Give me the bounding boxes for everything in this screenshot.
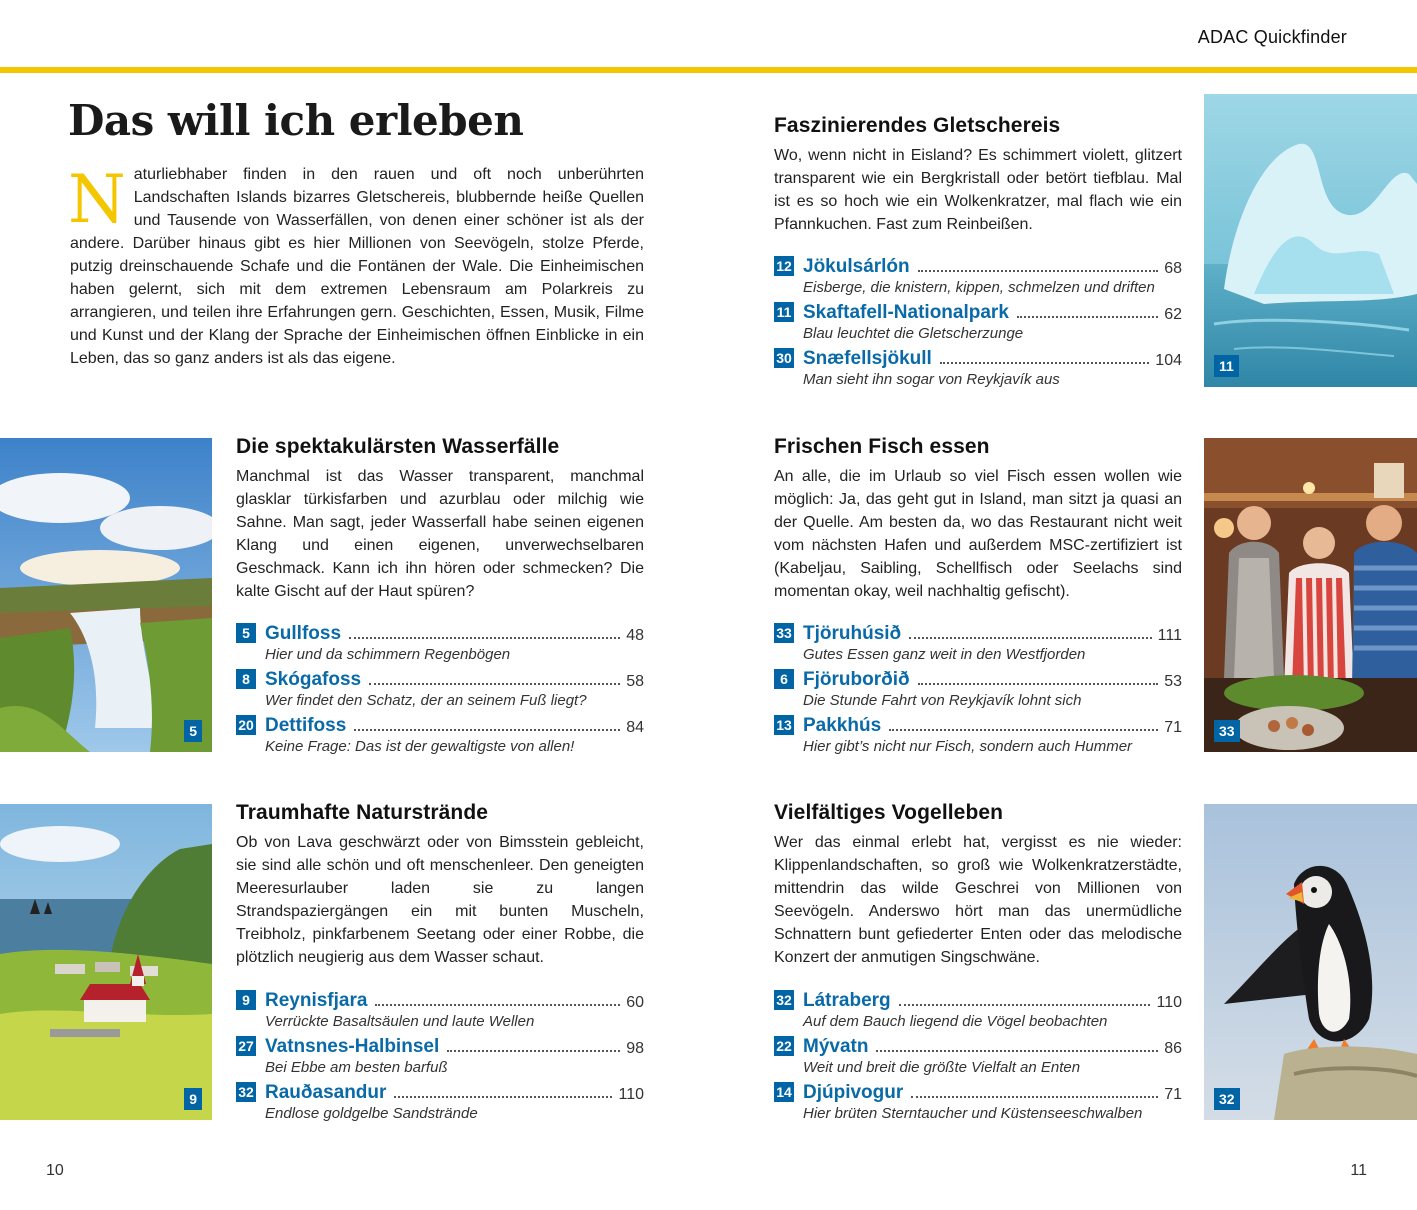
leader-dots: [918, 683, 1159, 685]
list-item[interactable]: [774, 1034, 1182, 1080]
entry-subtitle: Weit und breit die größte Vielfalt an Enten: [803, 1059, 1081, 1076]
entry-link[interactable]: Rauðasandur: [265, 1082, 387, 1103]
number-badge: 20: [236, 715, 256, 735]
page-ref: 84: [626, 719, 644, 736]
number-badge: 9: [236, 990, 256, 1010]
list-item[interactable]: [236, 1034, 644, 1080]
section-fisch: [774, 435, 1182, 603]
number-badge: 22: [774, 1036, 794, 1056]
photo-restaurant: [1204, 438, 1417, 752]
entry-subtitle: Keine Frage: Das ist der gewaltigste von allen!: [265, 738, 575, 755]
entry-link[interactable]: Vatnsnes-Halbinsel: [265, 1036, 440, 1057]
list-item[interactable]: [236, 621, 644, 667]
entry-subtitle: Die Stunde Fahrt von Reykjavík lohnt sich: [803, 692, 1082, 709]
leader-dots: [899, 1004, 1151, 1006]
leader-dots: [911, 1096, 1158, 1098]
photo-puffin: [1204, 804, 1417, 1120]
entries-gletschereis: [774, 254, 1182, 392]
list-item[interactable]: [774, 667, 1182, 713]
entry-link[interactable]: Gullfoss: [265, 623, 342, 644]
leader-dots: [375, 1004, 620, 1006]
entry-link[interactable]: Skaftafell-Nationalpark: [803, 302, 1009, 323]
entry-link[interactable]: Tjöruhúsið: [803, 623, 902, 644]
number-badge: 30: [774, 348, 794, 368]
entry-subtitle: Bei Ebbe am besten barfuß: [265, 1059, 448, 1076]
entry-link[interactable]: Látraberg: [803, 990, 891, 1011]
photo-beach-village: [0, 804, 212, 1120]
section-gletschereis: [774, 114, 1182, 236]
intro-text: aturliebhaber finden in den rauen und oft noch unberührten Landschaften Islands bizarres Gletschereis, blubbernde heiße Quellen und Tausende von Wasserfällen, von denen einer schöner ist als der andere. Darüber hinaus gibt es hier Millionen von Seevögeln, stolze Pferde, putzig dreinschauende Schafe und die Fontänen der Wale. Die Einheimischen haben gelernt, sich mit dem extremen Lebensraum am Polarkreis zu arrangieren, und teilen ihre Erfahrungen gern. Geschichten, Essen, Musik, Filme und Kunst und der Klang der Sprache der Einheimischen öffnen Einblicke in ein Leben, das so ganz anders ist als das eigene.: [70, 166, 644, 367]
section-heading: Traumhafte Naturstrände: [236, 801, 489, 824]
list-item[interactable]: [236, 1080, 644, 1126]
section-heading: Vielfältiges Vogelleben: [774, 801, 1004, 824]
list-item[interactable]: [774, 300, 1182, 346]
entry-link[interactable]: Mývatn: [803, 1036, 869, 1057]
entry-link[interactable]: Djúpivogur: [803, 1082, 904, 1103]
page-number-right: 11: [1350, 1162, 1367, 1179]
page-ref: 53: [1164, 673, 1182, 690]
page-ref: 111: [1157, 627, 1182, 644]
list-item[interactable]: [774, 1080, 1182, 1126]
section-straende: [236, 801, 644, 969]
leader-dots: [909, 637, 1152, 639]
header-yellow-rule: [0, 67, 1417, 73]
section-text: Manchmal ist das Wasser transparent, manchmal glasklar türkisfarben und azurblau oder milchig wie Sahne. Man sagt, jeder Wasserfall habe seinen eigenen Klang und einen eigenen, unverwechselbaren Geschmack. Kann ich ihn hören oder schmecken? Die kalte Gischt auf der Haut spüren?: [236, 468, 644, 600]
number-badge: 6: [774, 669, 794, 689]
number-badge: 33: [774, 623, 794, 643]
entries-straende: [236, 988, 644, 1126]
leader-dots: [876, 1050, 1158, 1052]
leader-dots: [1017, 316, 1158, 318]
list-item[interactable]: [774, 713, 1182, 759]
leader-dots: [369, 683, 620, 685]
page-ref: 60: [626, 994, 644, 1011]
page-ref: 58: [626, 673, 644, 690]
section-heading: Die spektakulärsten Wasserfälle: [236, 435, 560, 458]
page-title: Das will ich erleben: [68, 96, 524, 145]
entry-subtitle: Wer findet den Schatz, der an seinem Fuß liegt?: [265, 692, 587, 709]
entry-subtitle: Hier brüten Sterntaucher und Küstenseeschwalben: [803, 1105, 1143, 1122]
number-badge: 5: [236, 623, 256, 643]
photo-number-badge: 11: [1214, 355, 1239, 377]
page-ref: 110: [618, 1086, 644, 1103]
photo-iceberg: [1204, 94, 1417, 387]
entry-subtitle: Endlose goldgelbe Sandstrände: [265, 1105, 478, 1122]
number-badge: 14: [774, 1082, 794, 1102]
photo-number-badge: 9: [184, 1088, 202, 1110]
page-ref: 71: [1164, 1086, 1182, 1103]
page-ref: 98: [626, 1040, 644, 1057]
leader-dots: [447, 1050, 620, 1052]
page-ref: 62: [1164, 306, 1182, 323]
entry-link[interactable]: Snæfellsjökull: [803, 348, 932, 369]
number-badge: 11: [774, 302, 794, 322]
section-text: An alle, die im Urlaub so viel Fisch essen wollen wie möglich: Ja, das geht gut in Island, man sitzt ja quasi an der Quelle. Am besten da, wo das Restaurant nicht weit vom nächsten Hafen und außerdem MSC-zertifiziert ist (Kabeljau, Saibling, Schellfisch oder Seelachs sind momentan okay, weil nachhaltig gefischt).: [774, 468, 1182, 600]
leader-dots: [918, 270, 1159, 272]
list-item[interactable]: [236, 667, 644, 713]
intro-dropcap: N: [68, 161, 126, 238]
leader-dots: [940, 362, 1149, 364]
section-heading: Faszinierendes Gletschereis: [774, 114, 1061, 137]
entry-subtitle: Auf dem Bauch liegend die Vögel beobachten: [803, 1013, 1108, 1030]
entries-vogel: [774, 988, 1182, 1126]
entry-link[interactable]: Jökulsárlón: [803, 256, 910, 277]
leader-dots: [349, 637, 620, 639]
page-ref: 71: [1164, 719, 1182, 736]
list-item[interactable]: [774, 988, 1182, 1034]
photo-waterfall: [0, 438, 212, 752]
entry-subtitle: Man sieht ihn sogar von Reykjavík aus: [803, 371, 1060, 388]
list-item[interactable]: [774, 254, 1182, 300]
list-item[interactable]: [236, 988, 644, 1034]
leader-dots: [394, 1096, 612, 1098]
section-text: Wer das einmal erlebt hat, vergisst es nie wieder: Klippenlandschaften, so groß wie Wolkenkratzerstädte, mittendrin das wilde Geschrei von Millionen von Seevögeln. Anderswo hört man das unermüdliche Schnattern bunt gefiederter Enten oder das melodische Konzert der anmutigen Singschwäne.: [774, 834, 1182, 966]
number-badge: 27: [236, 1036, 256, 1056]
leader-dots: [354, 729, 620, 731]
page-number-left: 10: [46, 1162, 64, 1179]
entry-link[interactable]: Dettifoss: [265, 715, 347, 736]
list-item[interactable]: [774, 346, 1182, 392]
photo-number-badge: 33: [1214, 720, 1240, 742]
entry-subtitle: Gutes Essen ganz weit in den Westfjorden: [803, 646, 1086, 663]
page-ref: 110: [1156, 994, 1182, 1011]
list-item[interactable]: [774, 621, 1182, 667]
entry-link[interactable]: Pakkhús: [803, 715, 882, 736]
section-vogel: [774, 801, 1182, 969]
photo-number-badge: 32: [1214, 1088, 1240, 1110]
entry-link[interactable]: Fjöruborðið: [803, 669, 910, 690]
number-badge: 8: [236, 669, 256, 689]
entry-subtitle: Eisberge, die knistern, kippen, schmelzen und driften: [803, 279, 1155, 296]
entry-subtitle: Hier gibt’s nicht nur Fisch, sondern auch Hummer: [803, 738, 1133, 755]
header-quickfinder-label: ADAC Quickfinder: [1197, 27, 1347, 47]
section-wasserfaelle: [236, 435, 644, 603]
page-ref: 86: [1164, 1040, 1182, 1057]
photo-number-badge: 5: [184, 720, 202, 742]
entry-subtitle: Verrückte Basaltsäulen und laute Wellen: [265, 1013, 535, 1030]
section-heading: Frischen Fisch essen: [774, 435, 990, 458]
entries-wasserfaelle: [236, 621, 644, 759]
number-badge: 32: [774, 990, 794, 1010]
list-item[interactable]: [236, 713, 644, 759]
entries-fisch: [774, 621, 1182, 759]
number-badge: 32: [236, 1082, 256, 1102]
page-ref: 104: [1155, 352, 1182, 369]
entry-subtitle: Blau leuchtet die Gletscherzunge: [803, 325, 1024, 342]
section-text: Wo, wenn nicht in Eisland? Es schimmert violett, glitzert transparent wie ein Bergkristall oder betört tiefblau. Mal ist es so hoch wie ein Wolkenkratzer, mal flach wie ein Pfannkuchen. Fast zum Reinbeißen.: [774, 147, 1182, 233]
number-badge: 13: [774, 715, 794, 735]
entry-link[interactable]: Reynisfjara: [265, 990, 368, 1011]
page-ref: 48: [626, 627, 644, 644]
section-text: Ob von Lava geschwärzt oder von Bimsstein gebleicht, sie sind alle schön und oft menschenleer. Den geneigten Meeresurlauber laden sie zu langen Strandspaziergängen ein mit bunten Muscheln, Treibholz, pinkfarbenem Seetang oder einer Robbe, die plötzlich neugierig aus dem Wasser schaut.: [236, 834, 644, 966]
intro-paragraph: [70, 163, 644, 370]
page-ref: 68: [1164, 260, 1182, 277]
entry-subtitle: Hier und da schimmern Regenbögen: [265, 646, 511, 663]
number-badge: 12: [774, 256, 794, 276]
leader-dots: [889, 729, 1158, 731]
entry-link[interactable]: Skógafoss: [265, 669, 362, 690]
